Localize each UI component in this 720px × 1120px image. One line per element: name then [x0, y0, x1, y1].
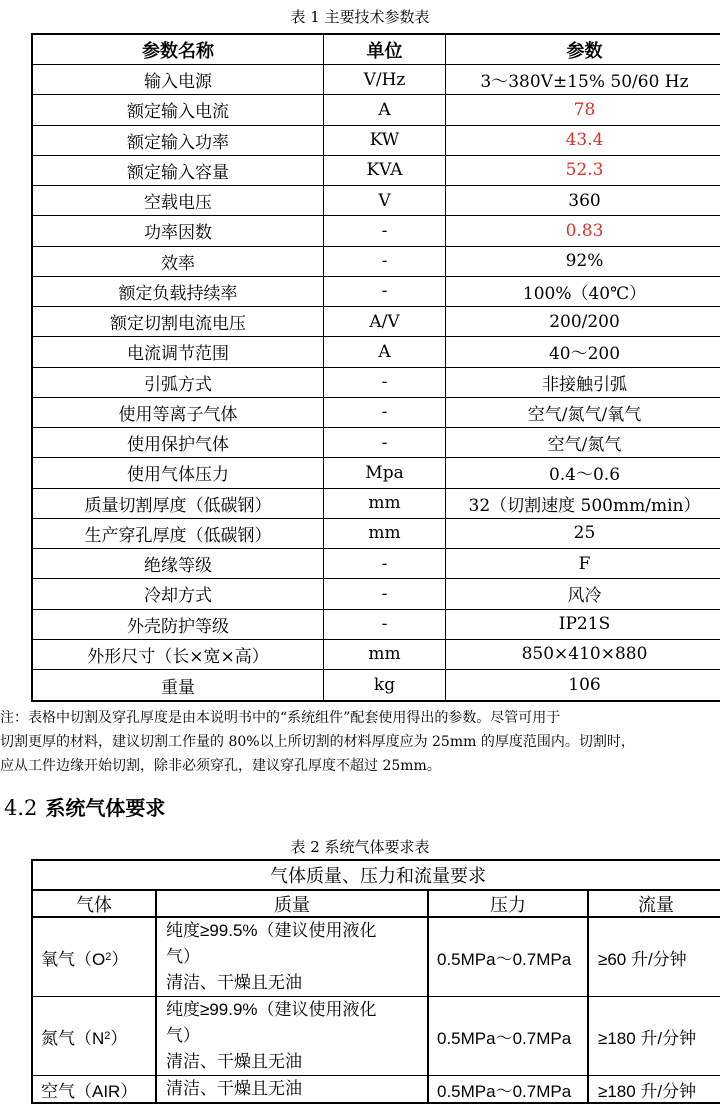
table2-header-gas: 气体: [33, 891, 157, 916]
pressure-cell: 0.5MPa～0.7MPa: [429, 918, 589, 996]
param-unit-cell: Mpa: [324, 458, 446, 487]
param-name-cell: 生产穿孔厚度（低碳钢）: [33, 519, 324, 548]
param-value-cell: 78: [573, 99, 596, 120]
pressure-cell: 0.5MPa～0.7MPa: [429, 997, 589, 1075]
param-value-cell: 空气/氮气: [547, 435, 622, 456]
quality-line: 清洁、干燥且无油: [166, 1052, 302, 1071]
quality-cell: [157, 997, 429, 1075]
param-unit-cell: A: [324, 337, 446, 366]
table-row: [33, 519, 720, 549]
param-name-cell: 额定切割电流电压: [33, 307, 324, 336]
param-name-cell: 效率: [33, 247, 324, 276]
gas-name: 氧气（O: [41, 949, 106, 969]
param-unit-cell: -: [324, 216, 446, 245]
param-unit-cell: -: [324, 277, 446, 306]
quality-line: 清洁、干燥且无油: [166, 1079, 302, 1098]
table-row: [33, 997, 720, 1076]
section-title: 系统气体要求: [45, 796, 166, 820]
param-value-cell: 43.4: [565, 130, 604, 151]
param-unit-cell: -: [324, 368, 446, 397]
table1-header-unit: 单位: [324, 35, 446, 64]
table-row: [33, 610, 720, 640]
param-unit-cell: A/V: [324, 307, 446, 336]
table-row: [33, 156, 720, 186]
param-unit-cell: KW: [324, 126, 446, 155]
param-value-cell: 3～380V±15% 50/60 Hz: [480, 72, 689, 93]
param-name-cell: 冷却方式: [33, 579, 324, 608]
table-row: [33, 277, 720, 307]
section-heading: [4, 794, 165, 822]
param-name-cell: 输入电源: [33, 65, 324, 94]
param-name-cell: 额定负载持续率: [33, 277, 324, 306]
param-value-cell: 106: [568, 675, 601, 696]
quality-cell: [157, 1076, 429, 1102]
quality-line: 气）: [166, 1026, 200, 1045]
quality-line: 纯度≥99.5%（建议使用液化: [166, 921, 377, 940]
gas-subscript: 2: [104, 1030, 111, 1042]
param-name-cell: 使用气体压力: [33, 458, 324, 487]
param-name-cell: 质量切割厚度（低碳钢）: [33, 489, 324, 518]
param-name-cell: 功率因数: [33, 216, 324, 245]
gas-cell: [33, 997, 157, 1075]
gas-name: 氮气（N: [41, 1028, 105, 1048]
param-name-cell: 重量: [33, 670, 324, 700]
param-name-cell: 使用保护气体: [33, 428, 324, 457]
table-row: [33, 489, 720, 519]
table-row: [33, 579, 720, 609]
quality-line: 气）: [166, 947, 200, 966]
section-number: 4.2: [4, 796, 38, 820]
table-row: [33, 918, 720, 997]
gas-subscript: 2: [105, 951, 112, 963]
param-unit-cell: -: [324, 610, 446, 639]
table2-title: 气体质量、压力和流量要求: [33, 861, 720, 891]
table-row: [33, 216, 720, 246]
table1-header-row: [33, 35, 720, 65]
note-line: 注：表格中切割及穿孔厚度是由本说明书中的“系统组件”配套使用得出的参数。尽管可用于: [0, 710, 561, 726]
flow-cell: ≥180 升/分钟: [598, 1028, 697, 1048]
gas-name-end: ）: [110, 1028, 128, 1048]
gas-name: 空气（AIR）: [41, 1081, 138, 1101]
gas-cell: [33, 918, 157, 996]
param-name-cell: 绝缘等级: [33, 549, 324, 578]
note-line: 切割更厚的材料，建议切割工作量的 80%以上所切割的材料厚度应为 25mm 的厚度范围内。切割时，: [0, 734, 635, 750]
table2-caption: 表 2 系统气体要求表: [290, 838, 430, 856]
param-value-cell: 空气/氮气/氧气: [527, 404, 642, 425]
table-row: [33, 126, 720, 156]
param-unit-cell: A: [324, 95, 446, 124]
flow-cell: ≥60 升/分钟: [598, 949, 687, 969]
param-value-cell: 52.3: [565, 160, 604, 181]
param-unit-cell: -: [324, 579, 446, 608]
table-row: [33, 337, 720, 367]
param-value-cell: 25: [573, 523, 596, 544]
param-name-cell: 电流调节范围: [33, 337, 324, 366]
note-line: 应从工件边缘开始切割，除非必须穿孔，建议穿孔厚度不超过 25mm。: [0, 758, 441, 774]
param-unit-cell: mm: [324, 640, 446, 669]
param-unit-cell: -: [324, 398, 446, 427]
param-value-cell: 40～200: [548, 344, 621, 365]
table-row: [33, 95, 720, 125]
table2-header-quality: 质量: [157, 891, 429, 916]
param-value-cell: 非接触引弧: [542, 374, 627, 395]
param-name-cell: 外形尺寸（长×宽×高）: [33, 640, 324, 669]
param-unit-cell: -: [324, 247, 446, 276]
param-unit-cell: -: [324, 549, 446, 578]
param-name-cell: 引弧方式: [33, 368, 324, 397]
table-row: [33, 428, 720, 458]
param-value-cell: 850×410×880: [521, 644, 648, 665]
param-name-cell: 额定输入功率: [33, 126, 324, 155]
param-unit-cell: V/Hz: [324, 65, 446, 94]
param-value-cell: 风冷: [567, 586, 602, 607]
quality-line: 清洁、干燥且无油: [166, 973, 302, 992]
param-value-cell: 92%: [565, 251, 604, 272]
param-unit-cell: mm: [324, 519, 446, 548]
param-name-cell: 空载电压: [33, 186, 324, 215]
param-value-cell: 0.83: [565, 220, 604, 241]
gas-name-end: ）: [111, 949, 129, 969]
table-row: [33, 368, 720, 398]
table-row: [33, 670, 720, 700]
table1: [31, 33, 720, 702]
table-row: [33, 247, 720, 277]
param-unit-cell: V: [324, 186, 446, 215]
param-value-cell: 32（切割速度 500mm/min）: [468, 495, 701, 516]
quality-line: 纯度≥99.9%（建议使用液化: [166, 1000, 377, 1019]
table1-body: [33, 65, 720, 700]
param-unit-cell: mm: [324, 489, 446, 518]
param-value-cell: F: [578, 553, 591, 574]
table2-header-flow: 流量: [638, 894, 674, 916]
table-row: [33, 549, 720, 579]
table2-body: [33, 918, 720, 1102]
flow-cell: ≥180 升/分钟: [598, 1081, 697, 1101]
param-unit-cell: kg: [324, 670, 446, 700]
table1-caption: 表 1 主要技术参数表: [290, 8, 430, 26]
table-row: [33, 1076, 720, 1102]
table-row: [33, 458, 720, 488]
param-name-cell: 使用等离子气体: [33, 398, 324, 427]
table-row: [33, 65, 720, 95]
param-value-cell: 200/200: [549, 311, 620, 332]
table2-header-row: [33, 891, 720, 918]
param-value-cell: IP21S: [558, 614, 611, 635]
table-row: [33, 307, 720, 337]
param-value-cell: 360: [568, 190, 601, 211]
table1-note: [0, 706, 720, 778]
param-value-cell: 100%（40℃）: [522, 283, 647, 304]
param-unit-cell: KVA: [324, 156, 446, 185]
param-name-cell: 额定输入容量: [33, 156, 324, 185]
table-row: [33, 398, 720, 428]
table1-header-value: 参数: [566, 40, 603, 62]
param-value-cell: 0.4～0.6: [548, 465, 621, 486]
table-row: [33, 186, 720, 216]
table1-header-name: 参数名称: [33, 35, 324, 64]
table2-header-pressure: 压力: [429, 891, 589, 916]
quality-cell: [157, 918, 429, 996]
param-name-cell: 外壳防护等级: [33, 610, 324, 639]
gas-cell: [33, 1076, 157, 1102]
param-unit-cell: -: [324, 428, 446, 457]
param-name-cell: 额定输入电流: [33, 95, 324, 124]
table2: [31, 859, 720, 1104]
table-row: [33, 640, 720, 670]
pressure-cell: 0.5MPa～0.7MPa: [429, 1076, 589, 1102]
